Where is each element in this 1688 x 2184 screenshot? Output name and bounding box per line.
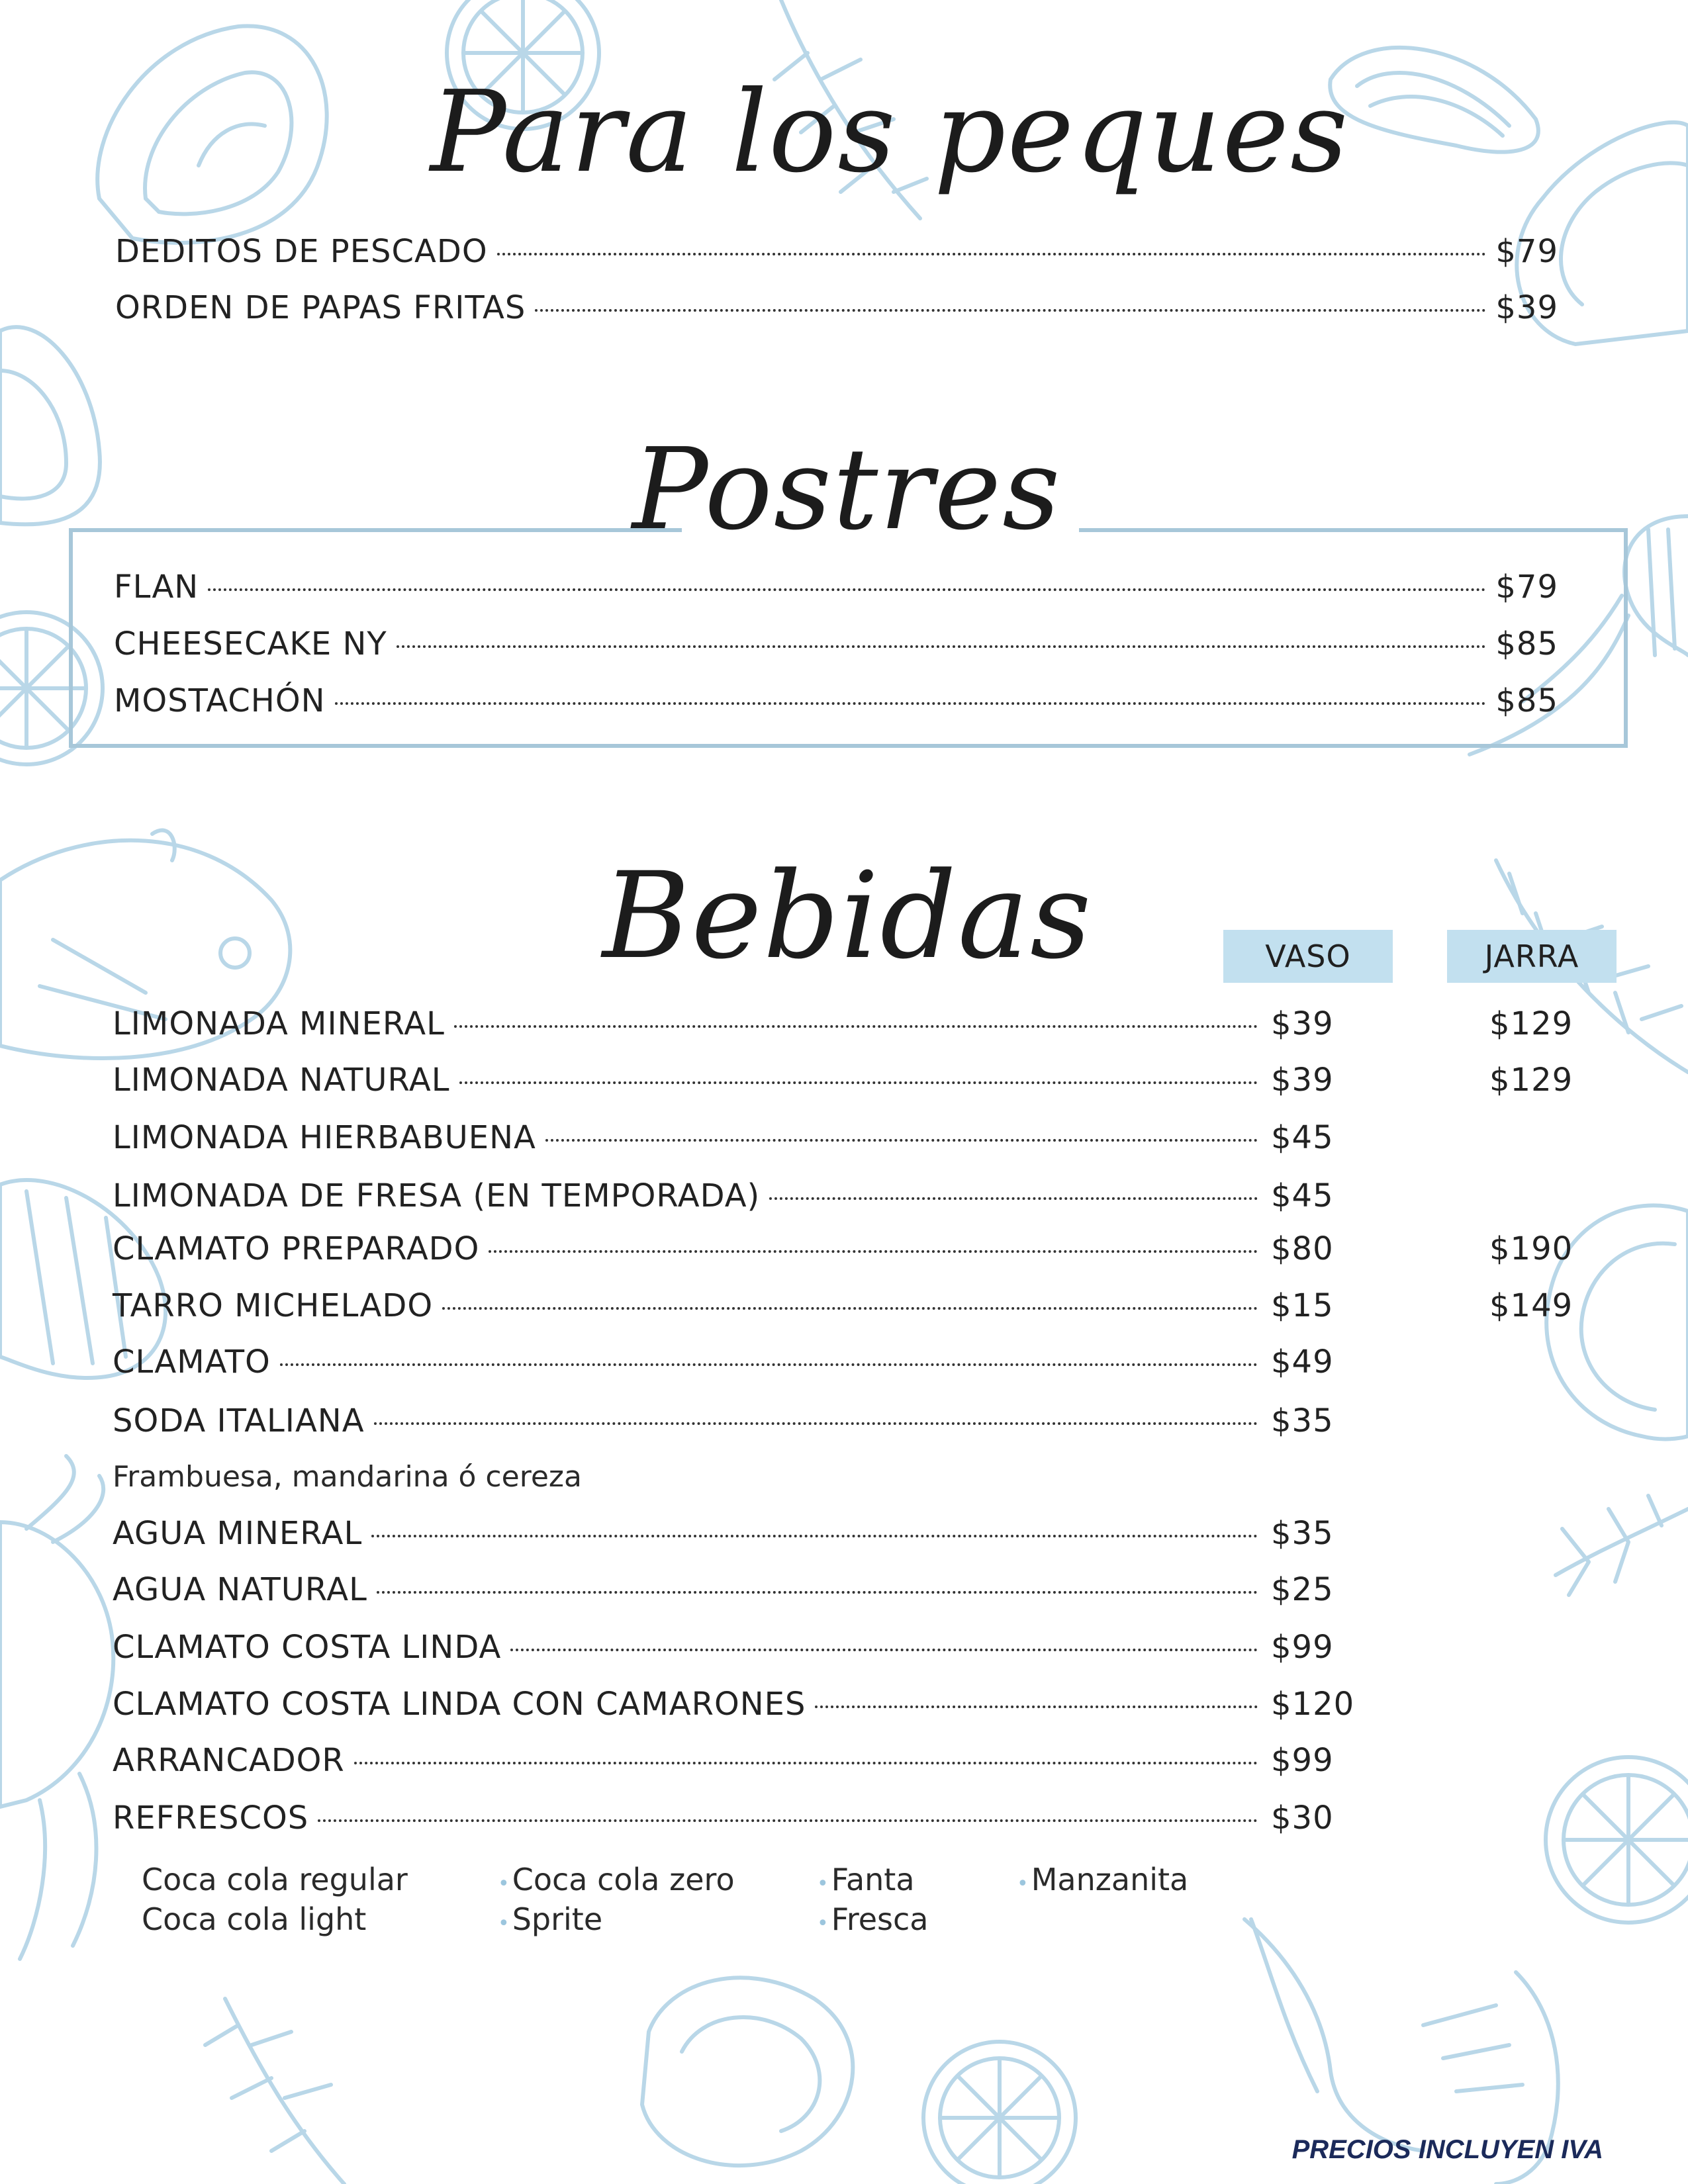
item-price: $85 — [1495, 625, 1558, 662]
item-price: $79 — [1495, 233, 1558, 270]
bullet-icon: • — [498, 1912, 510, 1935]
item-name: MOSTACHÓN — [114, 682, 326, 719]
drink-name: AGUA MINERAL — [113, 1515, 363, 1552]
refresco-option — [817, 1860, 915, 1904]
drink-row — [113, 1737, 1364, 1784]
drink-name: LIMONADA DE FRESA (EN TEMPORADA) — [113, 1177, 761, 1214]
leader-dots — [280, 1363, 1258, 1366]
menu-item-row — [115, 285, 1558, 331]
item-price: $39 — [1495, 289, 1558, 326]
leader-dots — [815, 1706, 1258, 1708]
vaso-price: $49 — [1271, 1343, 1334, 1381]
item-price: $85 — [1495, 682, 1558, 719]
item-name: CHEESECAKE NY — [114, 625, 387, 662]
refresco-option — [817, 1899, 928, 1944]
refresco-option — [1017, 1860, 1188, 1904]
vaso-price: $99 — [1271, 1742, 1334, 1779]
vaso-price: $45 — [1271, 1177, 1334, 1214]
leader-dots — [374, 1422, 1258, 1425]
refresco-label: Fresca — [831, 1901, 929, 1937]
leader-dots — [454, 1025, 1258, 1028]
rosemary-icon — [1556, 1496, 1688, 1595]
crab-icon — [0, 1456, 113, 1959]
menu-item-row — [115, 228, 1558, 275]
drink-row — [113, 1057, 1364, 1103]
refresco-option — [142, 1899, 366, 1939]
drink-name: AGUA NATURAL — [113, 1571, 367, 1608]
drink-name: TARRO MICHELADO — [113, 1287, 434, 1324]
vaso-price: $30 — [1271, 1799, 1334, 1837]
item-name: DEDITOS DE PESCADO — [115, 233, 488, 270]
drink-row — [113, 1624, 1364, 1670]
bullet-icon: • — [817, 1912, 829, 1935]
vaso-price: $80 — [1271, 1230, 1334, 1267]
refresco-label: Coca cola zero — [512, 1862, 735, 1897]
section-title-peques: Para los peques — [430, 67, 1350, 198]
item-name: FLAN — [114, 569, 199, 606]
refresco-label: Manzanita — [1031, 1862, 1189, 1897]
leader-dots — [354, 1762, 1258, 1764]
refresco-label: Fanta — [831, 1862, 915, 1897]
drink-name: SODA ITALIANA — [113, 1402, 365, 1439]
refresco-label: Coca cola light — [142, 1901, 367, 1937]
vaso-price: $25 — [1271, 1571, 1334, 1608]
vaso-price: $120 — [1271, 1686, 1355, 1723]
leader-dots — [442, 1307, 1258, 1310]
menu-item-row — [114, 621, 1558, 667]
section-title-postres: Postres — [632, 424, 1062, 555]
drink-row — [113, 1339, 1364, 1385]
section-title-bebidas: Bebidas — [602, 847, 1093, 985]
drink-name: LIMONADA NATURAL — [113, 1062, 450, 1099]
refresco-option — [142, 1860, 408, 1899]
mussel-icon — [1330, 48, 1538, 152]
leader-dots — [377, 1591, 1258, 1594]
drink-name: CLAMATO — [113, 1343, 271, 1381]
drink-row — [113, 1001, 1364, 1047]
item-name: ORDEN DE PAPAS FRITAS — [115, 289, 526, 326]
drink-name: CLAMATO COSTA LINDA — [113, 1629, 502, 1666]
leader-dots — [371, 1535, 1258, 1537]
rosemary-icon — [205, 1999, 344, 2184]
drink-row — [113, 1115, 1364, 1161]
jarra-price: $190 — [1489, 1230, 1573, 1267]
vaso-price: $39 — [1271, 1005, 1334, 1042]
leader-dots — [545, 1139, 1258, 1142]
drink-row — [113, 1173, 1364, 1219]
vaso-price: $45 — [1271, 1119, 1334, 1156]
drink-name: REFRESCOS — [113, 1799, 309, 1837]
column-header-jarra: JARRA — [1447, 930, 1617, 983]
leader-dots — [769, 1197, 1258, 1200]
vaso-price: $35 — [1271, 1402, 1334, 1439]
bullet-icon: • — [498, 1872, 510, 1895]
oyster-icon — [97, 26, 326, 242]
leader-dots — [497, 253, 1487, 255]
drink-row — [113, 1510, 1364, 1557]
lemon-slice-icon — [1546, 1757, 1688, 1923]
oyster-icon — [0, 327, 100, 524]
leader-dots — [459, 1081, 1258, 1084]
vaso-price: $15 — [1271, 1287, 1334, 1324]
menu-item-row — [114, 678, 1558, 724]
drink-name: LIMONADA HIERBABUENA — [113, 1119, 536, 1156]
refresco-option — [498, 1860, 735, 1904]
menu-item-row — [114, 564, 1558, 610]
vaso-price: $39 — [1271, 1062, 1334, 1099]
bullet-icon: • — [1017, 1872, 1029, 1895]
jarra-price: $149 — [1489, 1287, 1573, 1324]
leader-dots — [535, 309, 1486, 312]
leader-dots — [510, 1649, 1258, 1651]
lemon-slice-icon — [923, 2042, 1076, 2184]
leader-dots — [397, 645, 1487, 648]
leader-dots — [335, 702, 1487, 705]
drink-row — [113, 1681, 1364, 1727]
item-price: $79 — [1495, 569, 1558, 606]
jarra-price: $129 — [1489, 1005, 1573, 1042]
drink-name: LIMONADA MINERAL — [113, 1005, 445, 1042]
drink-row — [113, 1567, 1364, 1613]
drink-name: ARRANCADOR — [113, 1742, 345, 1779]
bullet-icon: • — [817, 1872, 829, 1895]
vaso-price: $35 — [1271, 1515, 1334, 1552]
jarra-price: $129 — [1489, 1062, 1573, 1099]
drink-row — [113, 1398, 1364, 1444]
drink-row — [113, 1226, 1364, 1272]
refresco-label: Sprite — [512, 1901, 603, 1937]
refresco-option — [498, 1899, 602, 1944]
drink-row — [113, 1795, 1364, 1841]
column-header-vaso: VASO — [1223, 930, 1393, 983]
refresco-label: Coca cola regular — [142, 1862, 408, 1897]
leader-dots — [489, 1250, 1258, 1253]
oyster-icon — [642, 1978, 853, 2165]
leader-dots — [208, 588, 1486, 591]
drink-name: CLAMATO PREPARADO — [113, 1230, 480, 1267]
drink-name: CLAMATO COSTA LINDA CON CAMARONES — [113, 1686, 806, 1723]
leader-dots — [318, 1819, 1258, 1822]
soda-flavors-note: Frambuesa, mandarina ó cereza — [113, 1460, 582, 1494]
footer-note: PRECIOS INCLUYEN IVA — [1291, 2135, 1603, 2164]
vaso-price: $99 — [1271, 1629, 1334, 1666]
drink-row — [113, 1283, 1364, 1329]
